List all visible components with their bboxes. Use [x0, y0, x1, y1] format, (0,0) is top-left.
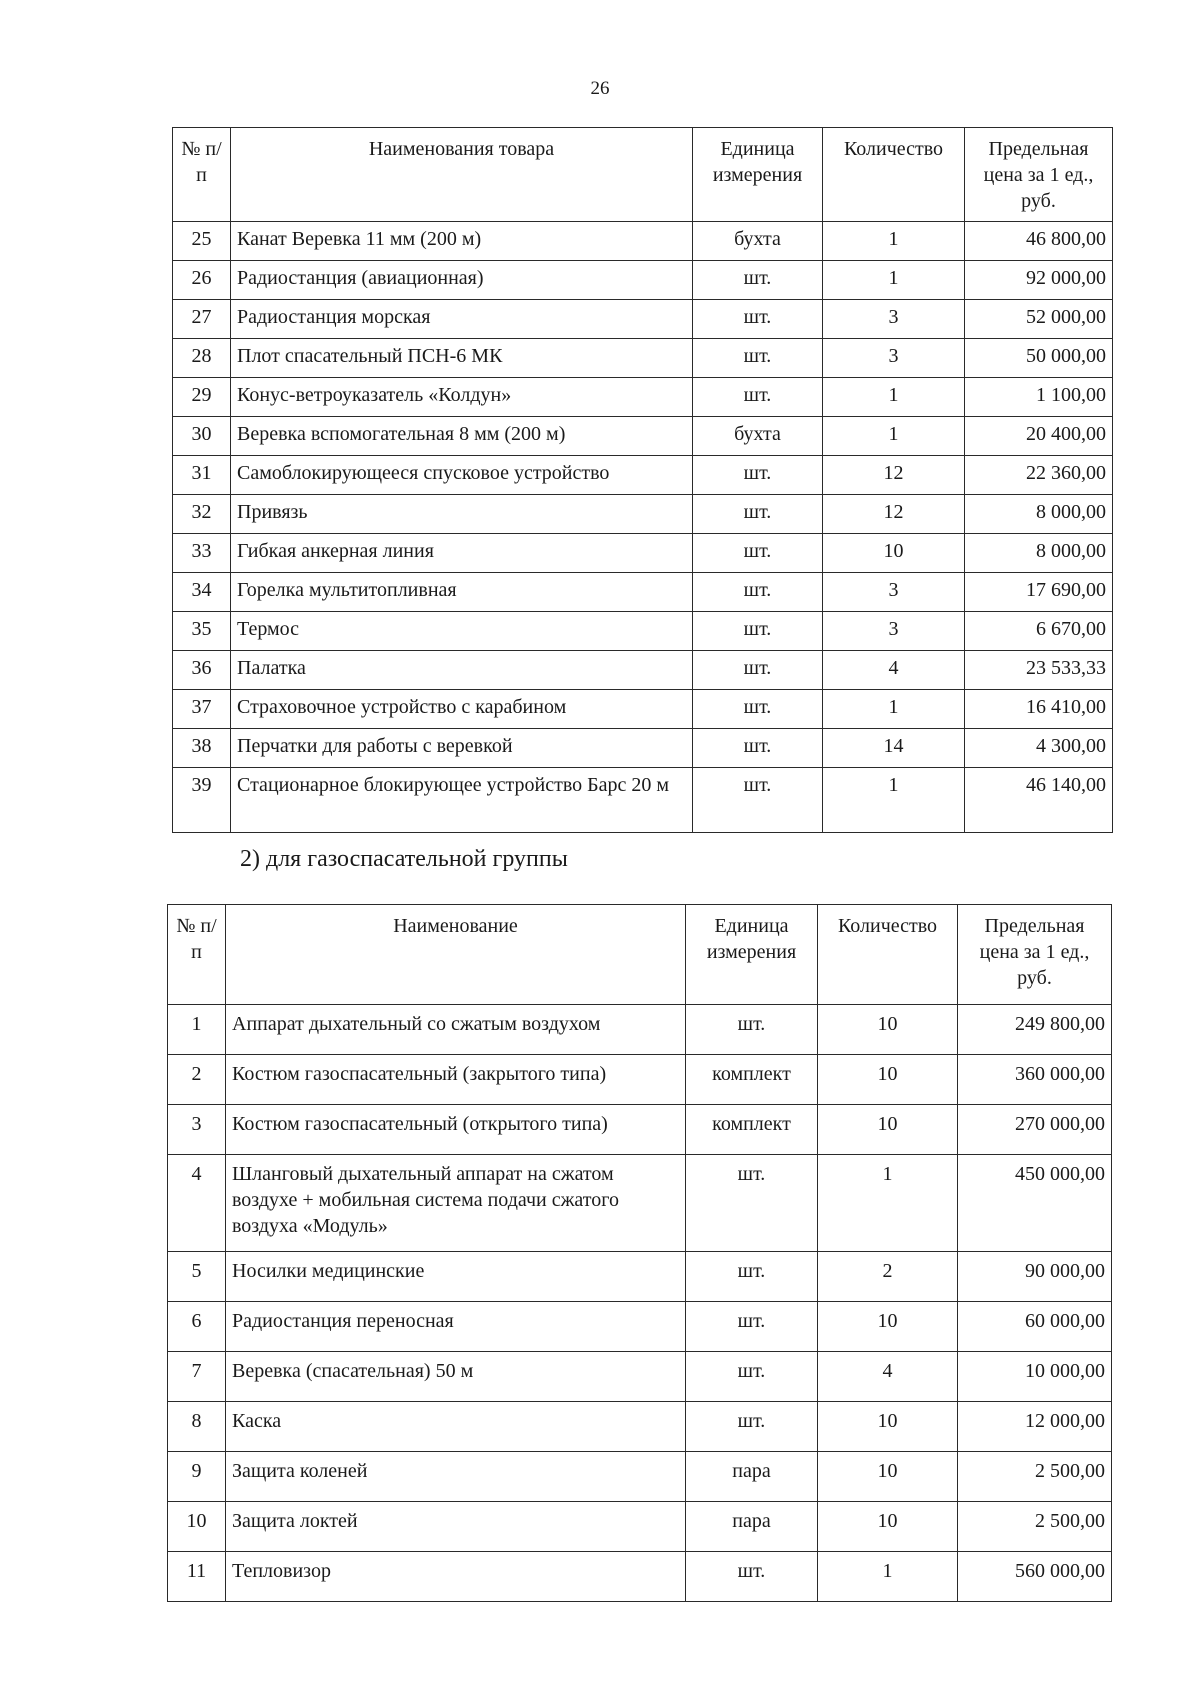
item-unit: шт. [693, 495, 823, 534]
item-quantity: 1 [818, 1155, 958, 1252]
item-price: 46 800,00 [965, 222, 1113, 261]
item-name: Привязь [231, 495, 693, 534]
item-quantity: 10 [818, 1452, 958, 1502]
item-name: Костюм газоспасательный (открытого типа) [226, 1105, 686, 1155]
row-number: 25 [173, 222, 231, 261]
table-row [173, 339, 1113, 378]
header-unit: Единица измерения [686, 905, 818, 1005]
row-number: 37 [173, 690, 231, 729]
row-number: 30 [173, 417, 231, 456]
item-price: 4 300,00 [965, 729, 1113, 768]
item-quantity: 3 [823, 612, 965, 651]
table-row [168, 1452, 1112, 1502]
row-number: 27 [173, 300, 231, 339]
item-price: 8 000,00 [965, 534, 1113, 573]
item-unit: шт. [686, 1552, 818, 1602]
item-quantity: 1 [823, 768, 965, 833]
item-name: Плот спасательный ПСН-6 МК [231, 339, 693, 378]
row-number: 35 [173, 612, 231, 651]
row-number: 2 [168, 1055, 226, 1105]
item-unit: шт. [693, 534, 823, 573]
table-row [168, 1055, 1112, 1105]
item-quantity: 3 [823, 300, 965, 339]
item-quantity: 12 [823, 456, 965, 495]
item-name: Веревка (спасательная) 50 м [226, 1352, 686, 1402]
item-name: Защита локтей [226, 1502, 686, 1552]
item-price: 20 400,00 [965, 417, 1113, 456]
row-number: 28 [173, 339, 231, 378]
item-price: 450 000,00 [958, 1155, 1112, 1252]
item-name: Защита коленей [226, 1452, 686, 1502]
row-number: 10 [168, 1502, 226, 1552]
item-price: 8 000,00 [965, 495, 1113, 534]
item-unit: бухта [693, 417, 823, 456]
row-number: 9 [168, 1452, 226, 1502]
header-qty: Количество [818, 905, 958, 1005]
item-price: 2 500,00 [958, 1502, 1112, 1552]
item-quantity: 4 [818, 1352, 958, 1402]
header-price: Предельная цена за 1 ед., руб. [958, 905, 1112, 1005]
item-quantity: 10 [818, 1055, 958, 1105]
item-unit: пара [686, 1452, 818, 1502]
header-num: № п/п [173, 128, 231, 222]
item-unit: шт. [686, 1005, 818, 1055]
item-unit: комплект [686, 1055, 818, 1105]
table-header-row [168, 905, 1112, 1005]
item-name: Самоблокирующееся спусковое устройство [231, 456, 693, 495]
item-unit: шт. [693, 378, 823, 417]
item-unit: бухта [693, 222, 823, 261]
header-unit: Единица измерения [693, 128, 823, 222]
row-number: 11 [168, 1552, 226, 1602]
item-unit: шт. [693, 339, 823, 378]
table-row [173, 690, 1113, 729]
item-unit: шт. [686, 1402, 818, 1452]
item-quantity: 1 [818, 1552, 958, 1602]
item-quantity: 10 [818, 1302, 958, 1352]
item-name: Гибкая анкерная линия [231, 534, 693, 573]
item-unit: шт. [693, 300, 823, 339]
item-price: 249 800,00 [958, 1005, 1112, 1055]
item-quantity: 10 [818, 1502, 958, 1552]
header-num: № п/п [168, 905, 226, 1005]
row-number: 31 [173, 456, 231, 495]
item-price: 17 690,00 [965, 573, 1113, 612]
item-price: 50 000,00 [965, 339, 1113, 378]
item-price: 46 140,00 [965, 768, 1113, 833]
item-quantity: 1 [823, 222, 965, 261]
row-number: 34 [173, 573, 231, 612]
item-quantity: 10 [818, 1402, 958, 1452]
item-name: Костюм газоспасательный (закрытого типа) [226, 1055, 686, 1105]
item-name: Каска [226, 1402, 686, 1452]
table-row [168, 1402, 1112, 1452]
table-row [173, 495, 1113, 534]
row-number: 33 [173, 534, 231, 573]
table-row [168, 1005, 1112, 1055]
row-number: 3 [168, 1105, 226, 1155]
item-price: 560 000,00 [958, 1552, 1112, 1602]
row-number: 38 [173, 729, 231, 768]
item-unit: шт. [693, 651, 823, 690]
item-name: Веревка вспомогательная 8 мм (200 м) [231, 417, 693, 456]
page-number: 26 [590, 78, 610, 99]
row-number: 36 [173, 651, 231, 690]
table-row [168, 1352, 1112, 1402]
table-row [173, 729, 1113, 768]
row-number: 26 [173, 261, 231, 300]
item-name: Горелка мультитопливная [231, 573, 693, 612]
item-price: 2 500,00 [958, 1452, 1112, 1502]
item-name: Носилки медицинские [226, 1252, 686, 1302]
table-row [173, 612, 1113, 651]
item-price: 270 000,00 [958, 1105, 1112, 1155]
row-number: 32 [173, 495, 231, 534]
item-unit: шт. [686, 1352, 818, 1402]
row-number: 29 [173, 378, 231, 417]
item-price: 1 100,00 [965, 378, 1113, 417]
rescue-equipment-table [172, 127, 1113, 833]
table-row [168, 1302, 1112, 1352]
item-price: 52 000,00 [965, 300, 1113, 339]
item-name: Радиостанция переносная [226, 1302, 686, 1352]
item-quantity: 1 [823, 261, 965, 300]
item-quantity: 1 [823, 690, 965, 729]
item-price: 92 000,00 [965, 261, 1113, 300]
item-name: Канат Веревка 11 мм (200 м) [231, 222, 693, 261]
item-name: Термос [231, 612, 693, 651]
item-price: 10 000,00 [958, 1352, 1112, 1402]
item-name: Тепловизор [226, 1552, 686, 1602]
item-price: 22 360,00 [965, 456, 1113, 495]
item-unit: шт. [693, 261, 823, 300]
table-row [173, 768, 1113, 833]
row-number: 1 [168, 1005, 226, 1055]
item-unit: комплект [686, 1105, 818, 1155]
item-unit: шт. [686, 1155, 818, 1252]
item-quantity: 10 [818, 1105, 958, 1155]
item-quantity: 14 [823, 729, 965, 768]
row-number: 39 [173, 768, 231, 833]
item-name: Аппарат дыхательный со сжатым воздухом [226, 1005, 686, 1055]
table-row [173, 300, 1113, 339]
table-row [173, 261, 1113, 300]
item-name: Стационарное блокирующее устройство Барс 20 м [231, 768, 693, 833]
item-price: 360 000,00 [958, 1055, 1112, 1105]
item-unit: шт. [686, 1302, 818, 1352]
item-quantity: 10 [823, 534, 965, 573]
item-name: Конус-ветроуказатель «Колдун» [231, 378, 693, 417]
item-name: Перчатки для работы с веревкой [231, 729, 693, 768]
item-price: 12 000,00 [958, 1402, 1112, 1452]
item-unit: пара [686, 1502, 818, 1552]
item-quantity: 1 [823, 378, 965, 417]
item-quantity: 3 [823, 339, 965, 378]
item-price: 6 670,00 [965, 612, 1113, 651]
row-number: 7 [168, 1352, 226, 1402]
item-unit: шт. [686, 1252, 818, 1302]
row-number: 4 [168, 1155, 226, 1252]
item-quantity: 12 [823, 495, 965, 534]
item-price: 23 533,33 [965, 651, 1113, 690]
row-number: 5 [168, 1252, 226, 1302]
table-row [168, 1552, 1112, 1602]
row-number: 8 [168, 1402, 226, 1452]
table-row [173, 417, 1113, 456]
header-price: Предельная цена за 1 ед., руб. [965, 128, 1113, 222]
item-quantity: 1 [823, 417, 965, 456]
table-row [168, 1502, 1112, 1552]
table-header-row [173, 128, 1113, 222]
item-name: Радиостанция (авиационная) [231, 261, 693, 300]
item-quantity: 2 [818, 1252, 958, 1302]
item-unit: шт. [693, 729, 823, 768]
item-unit: шт. [693, 456, 823, 495]
item-name: Страховочное устройство с карабином [231, 690, 693, 729]
section-heading: 2) для газоспасательной группы [240, 846, 568, 872]
item-name: Палатка [231, 651, 693, 690]
header-name: Наименования товара [231, 128, 693, 222]
row-number: 6 [168, 1302, 226, 1352]
item-quantity: 10 [818, 1005, 958, 1055]
item-unit: шт. [693, 768, 823, 833]
item-price: 90 000,00 [958, 1252, 1112, 1302]
item-name: Радиостанция морская [231, 300, 693, 339]
header-qty: Количество [823, 128, 965, 222]
table-row [168, 1155, 1112, 1252]
table-row [173, 534, 1113, 573]
item-unit: шт. [693, 690, 823, 729]
header-name: Наименование [226, 905, 686, 1005]
item-name: Шланговый дыхательный аппарат на сжатом воздухе + мобильная система подачи сжатого воздуха «Модуль» [226, 1155, 686, 1252]
gas-rescue-equipment-table [167, 904, 1112, 1602]
table-row [173, 456, 1113, 495]
table-row [173, 222, 1113, 261]
table-row [168, 1105, 1112, 1155]
table-row [168, 1252, 1112, 1302]
item-price: 16 410,00 [965, 690, 1113, 729]
item-quantity: 3 [823, 573, 965, 612]
table-row [173, 573, 1113, 612]
item-unit: шт. [693, 573, 823, 612]
table-row [173, 378, 1113, 417]
item-price: 60 000,00 [958, 1302, 1112, 1352]
item-unit: шт. [693, 612, 823, 651]
item-quantity: 4 [823, 651, 965, 690]
table-row [173, 651, 1113, 690]
